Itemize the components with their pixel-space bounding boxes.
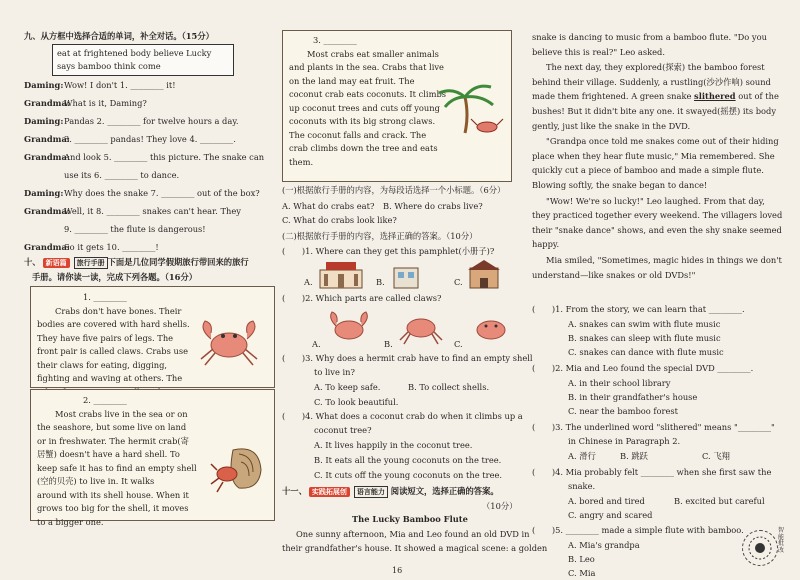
qr-logo-label: 智能批改 — [778, 527, 785, 554]
story-line: "Wow! We're so lucky!" Leo laughed. From that day, — [546, 195, 765, 206]
story-q2-opt-c[interactable]: C. near the bamboo forest — [568, 406, 678, 416]
story-line: happy. — [532, 239, 560, 250]
dialog-speaker: Grandma: — [24, 242, 70, 252]
dialog-speaker: Daming: — [24, 188, 64, 198]
q1-heading: (一)根据旅行手册的内容，为每段话选择一个小标题。（6分） — [282, 185, 506, 195]
hermit-crab-icon — [209, 440, 267, 496]
card-line: fighting and waving at others. The — [37, 373, 183, 384]
word-bank: eat at frightened body believe Lucky says bamboo think come — [52, 44, 234, 76]
museum-icon — [316, 258, 366, 292]
story-q5-opt-a[interactable]: A. Mia's grandpa — [568, 540, 640, 550]
story-line: their "snake dance" shows, and even the shy snake seemed — [532, 224, 782, 235]
story-q1-opt-b[interactable]: B. snakes can sleep with flute music — [568, 333, 721, 343]
story-line: place when they hear flute music," Mia remembered. She — [532, 150, 775, 161]
palm-tree-icon — [435, 79, 505, 135]
card-line: them. — [289, 156, 314, 167]
story-q4-cont: snake. — [568, 481, 596, 491]
card-line: keep safe it has to find an empty shell — [37, 462, 197, 473]
card-line: crab climbs down the tree and eats — [289, 143, 438, 154]
story-line: believe this is real?" Leo asked. — [532, 46, 665, 57]
question-hermit-cont: to live in? — [314, 367, 355, 377]
language-tag: 语言能力 — [354, 486, 388, 498]
card-line: bodies are covered with hard shells. — [37, 319, 190, 330]
section-11-score: （10分） — [482, 501, 518, 511]
dialog-text: Pandas 2. ________ for twelve hours a day. — [64, 116, 239, 126]
dialog-text: So it gets 10. ________! — [64, 242, 159, 252]
story-q4-opt-a[interactable]: A. bored and tired — [568, 496, 645, 506]
story-q5-opt-c[interactable]: C. Mia — [568, 568, 596, 578]
story-q3-opt-c[interactable]: C. 飞翔 — [702, 451, 730, 461]
page-number: 16 — [392, 566, 403, 575]
story-q5-opt-b[interactable]: B. Leo — [568, 554, 595, 564]
story-q4-opt-c[interactable]: C. angry and scared — [568, 510, 653, 520]
card-line: Most crabs eat smaller animals — [307, 49, 439, 59]
card-line: 居蟹) doesn't have a hard shell. To — [37, 449, 180, 460]
story-line: understand—like snakes or old DVDs!" — [532, 269, 696, 280]
story-q4-opt-b[interactable]: B. excited but careful — [674, 496, 765, 506]
section-10-heading-2: 手册。请你读一读，完成下列各题。（16分） — [32, 272, 198, 282]
dialog-text: Why does the snake 7. ________ out of the box? — [64, 188, 260, 198]
card-line: to a bigger one. — [37, 516, 104, 527]
card-line: (空的贝壳) to live in. It walks — [37, 476, 155, 487]
claws-opt-b[interactable]: B. — [384, 339, 393, 349]
story-line: gently, just like the snake in the DVD. — [532, 120, 691, 131]
dialog-speaker: Grandma: — [24, 98, 70, 108]
lab-icon — [388, 260, 424, 290]
dialog-line — [24, 169, 179, 181]
card-line: They have five pairs of legs. The — [37, 332, 174, 343]
section-11-heading: 十一、 实践拓展创 语言能力 阅读短文，选择正确的答案。 — [282, 485, 499, 498]
crab-icon — [191, 309, 267, 369]
coconut-opt-b[interactable]: B. It eats all the young coconuts on the tree. — [314, 455, 502, 465]
pamphlet-opt-b[interactable]: B. — [376, 277, 385, 287]
card-line: front pair is called claws. Crabs use — [37, 346, 189, 357]
story-q2-opt-b[interactable]: B. in their grandfather's house — [568, 392, 698, 402]
story-line-1: One sunny afternoon, Mia and Leo found an old DVD in — [296, 529, 530, 539]
card-line: around with its shell house. When it — [37, 489, 189, 500]
story-q1-opt-c[interactable]: C. snakes can dance with flute music — [568, 347, 724, 357]
card-crab-food — [282, 30, 512, 182]
question-coconut-cont: coconut tree? — [314, 425, 372, 435]
dialog-text: What is it, Daming? — [64, 98, 147, 108]
dialog-line — [24, 97, 147, 109]
story-q1-opt-a[interactable]: A. snakes can swim with flute music — [568, 319, 721, 329]
dialog-speaker: Daming: — [24, 116, 64, 126]
card-line: Crabs don't have bones. Their — [55, 306, 182, 316]
story-q3: ( )3. The underlined word "slithered" means "________" — [532, 422, 775, 432]
claws-opt-c[interactable]: C. — [454, 339, 463, 349]
story-q4: ( )4. Mia probably felt ________ when she first saw the — [532, 467, 772, 477]
story-line: "Grandpa once told me snakes come out of their hiding — [546, 136, 779, 147]
story-line: bushes! But it didn't bite any one. it swayed(摇摆) its body — [532, 106, 777, 116]
card-line: coconuts with its big strong claws. — [289, 116, 436, 127]
dialog-speaker: Daming: — [24, 80, 64, 90]
card-2-blank: 2. ________ — [83, 395, 127, 405]
story-line: made them frightened. A green snake slithered out of the — [532, 91, 779, 102]
card-line: up coconut trees and cuts off young — [289, 102, 440, 113]
q1-option-c: C. What do crabs look like? — [282, 215, 397, 225]
story-title: The Lucky Bamboo Flute — [352, 514, 468, 524]
story-q3-opt-b[interactable]: B. 跳跃 — [620, 451, 648, 461]
dialog-text: use its 6. ________ to dance. — [64, 170, 180, 180]
story-line: Blowing softly, the snake began to dance! — [532, 180, 708, 190]
hermit-opt-c[interactable]: C. To look beautiful. — [314, 397, 399, 407]
dialog-text: 3. ________ pandas! They love 4. ________. — [64, 134, 236, 144]
dialog-text: And look 5. ________ this picture. The snake can — [64, 152, 265, 162]
card-crab-body — [30, 286, 275, 388]
card-3-text — [289, 48, 446, 169]
card-line: Most crabs live in the sea or on — [55, 409, 188, 419]
dialog-text: Well, it 8. ________ snakes can't hear. They — [64, 206, 241, 216]
section-10-heading-1: 十、 新语篇 旅行手册 下面是几位同学假期旅行带回来的旅行 — [24, 256, 249, 269]
question-coconut: ( )4. What does a coconut crab do when it climbs up a — [282, 411, 523, 421]
hermit-opt-b[interactable]: B. To collect shells. — [408, 382, 490, 392]
dialog-line — [24, 133, 236, 145]
story-line: quickly cut a piece of bamboo and made a simple flute. — [532, 165, 764, 176]
story-line: behind their village. Suddenly, a rustling(沙沙作响) sound — [532, 76, 771, 87]
card-line: the seashore, but some live on land — [37, 422, 187, 433]
card-line: and plants in the sea. Crabs that live — [289, 62, 444, 73]
card-crab-home — [30, 389, 275, 527]
story-q2-opt-a[interactable]: A. in their school library — [568, 378, 671, 388]
q1-option-a: A. What do crabs eat? — [282, 201, 375, 211]
card-line: grows too big for the shell, it moves — [37, 503, 189, 514]
dialog-line — [24, 223, 206, 235]
question-pamphlet: ( )1. Where can they get this pamphlet(小册子)? — [282, 246, 495, 256]
story-q5: ( )5. ________ made a simple flute with bamboo. — [532, 525, 744, 535]
story-line: Mia smiled, "Sometimes, magic hides in things we don't — [546, 255, 782, 265]
crab-body-icon — [466, 306, 516, 346]
story-line: snake is dancing to music from a bamboo flute. "Do you — [532, 32, 767, 42]
story-line-2: their grandfather's house. It showed a magical scene: a golden — [282, 543, 548, 553]
card-line: The coconut falls and crack. The — [289, 129, 427, 140]
q2-heading: (二)根据旅行手册的内容，选择正确的答案。（10分） — [282, 231, 478, 241]
card-1-text — [37, 305, 190, 399]
qr-pattern-icon — [747, 535, 773, 561]
story-line: The next day, they explored(探索) the bamboo forest — [546, 62, 765, 73]
crab-legs-icon — [396, 306, 446, 346]
practice-tag: 实践拓展创 — [309, 487, 350, 497]
card-line: on the land may eat fruit. The — [289, 75, 415, 86]
dialog-speaker: Grandma: — [24, 152, 70, 162]
q1-option-b: B. Where do crabs live? — [383, 201, 483, 211]
school-icon — [466, 258, 502, 292]
dialog-text: 9. ________ the flute is dangerous! — [64, 224, 206, 234]
coconut-opt-a[interactable]: A. It lives happily in the coconut tree. — [314, 440, 473, 450]
crab-claws-icon — [324, 306, 374, 346]
new-text-tag: 新语篇 — [43, 258, 70, 268]
card-line: or in freshwater. The hermit crab(寄 — [37, 435, 189, 446]
dialog-line — [24, 187, 260, 199]
card-1-blank: 1. ________ — [83, 292, 127, 302]
qr-logo-icon[interactable] — [742, 530, 778, 566]
travel-guide-tag: 旅行手册 — [74, 257, 108, 269]
pamphlet-opt-a[interactable]: A. — [304, 277, 313, 287]
card-2-text — [37, 408, 197, 529]
dialog-speaker: Grandma: — [24, 134, 70, 144]
claws-opt-a[interactable]: A. — [312, 339, 321, 349]
story-q2: ( )2. Mia and Leo found the special DVD ________. — [532, 363, 754, 373]
pamphlet-opt-c[interactable]: C. — [454, 277, 463, 287]
question-hermit: ( )3. Why does a hermit crab have to find an empty shell — [282, 353, 533, 363]
dialog-speaker: Grandma: — [24, 206, 70, 216]
story-q1: ( )1. From the story, we can learn that ________. — [532, 304, 745, 314]
dialog-line — [24, 205, 241, 217]
dialog-line — [24, 115, 239, 127]
dialog-line — [24, 151, 264, 163]
card-3-blank: 3. ________ — [313, 35, 357, 45]
dialog-line — [24, 241, 159, 253]
card-line: coconut crab eats coconuts. It climbs — [289, 89, 447, 100]
story-line: they practiced together every weekend. The villagers loved — [532, 210, 783, 221]
card-line: their claws for eating, digging, — [37, 359, 168, 370]
dialog-text: Wow! I don't 1. ________ it! — [64, 80, 176, 90]
coconut-opt-c[interactable]: C. It cuts off the young coconuts on the tree. — [314, 470, 503, 480]
story-q3-opt-a[interactable]: A. 滑行 — [568, 451, 596, 461]
hermit-opt-a[interactable]: A. To keep safe. — [314, 382, 381, 392]
question-claws: ( )2. Which parts are called claws? — [282, 293, 442, 303]
dialog-line — [24, 79, 176, 91]
story-q3-cont: in Chinese in Paragraph 2. — [568, 436, 681, 446]
underlined-word: slithered — [694, 91, 736, 102]
section-9-heading: 九、从方框中选择合适的单词，补全对话。（15分） — [24, 31, 214, 41]
